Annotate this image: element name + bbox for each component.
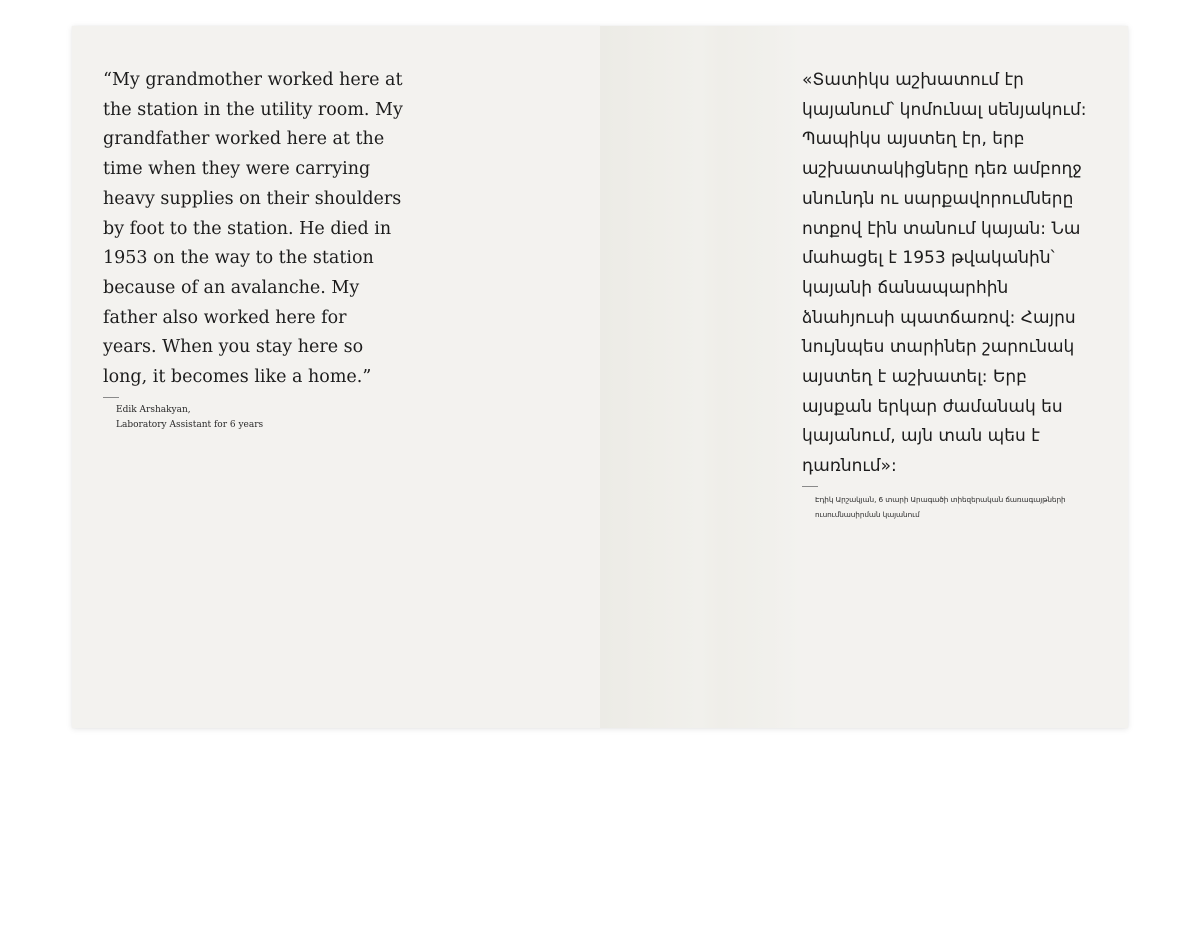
book-spread [72,26,1128,728]
right-page [600,26,1128,728]
attribution-rule [802,486,818,487]
english-attribution [116,403,316,433]
english-quote: “My grandmother worked here at the station in the utility room. My grandfather worked here at the time when they were carrying heavy supplies on their shoulders by foot to the station. He died in 1953 on the way to the station because of an avalanche. My father also worked here for years. When you stay here so long, it becomes like a home.” [103,70,403,388]
armenian-attribution [815,492,1085,522]
attribution-line-2: ուսումնասիրման կայանում [815,510,920,519]
attribution-role: Laboratory Assistant for 6 years [116,420,264,430]
left-page [72,26,600,728]
attribution-name: Edik Arshakyan, [116,405,191,415]
attribution-rule [103,397,119,398]
armenian-quote: «Տատիկս աշխատում էր կայանում՝ կոմունալ սենյակում: Պապիկս այստեղ էր, երբ աշխատակիցները դեռ ամբողջ սնունդն ու սարքավորումները ոտքով էին տանում կայան: Նա մահացել է 1953 թվականին՝ կայանի ճանապարհին ձնահյուսի պատճառով: Հայրս նույնպես տարիներ շարունակ այստեղ է աշխատել: Երբ այսքան երկար ժամանակ ես կայանում, այն տան պես է դառնում»: [802,70,1087,477]
attribution-line-1: Էդիկ Արշակյան, 6 տարի Արագածի տիեզերական ճառագայթների [815,495,1066,504]
